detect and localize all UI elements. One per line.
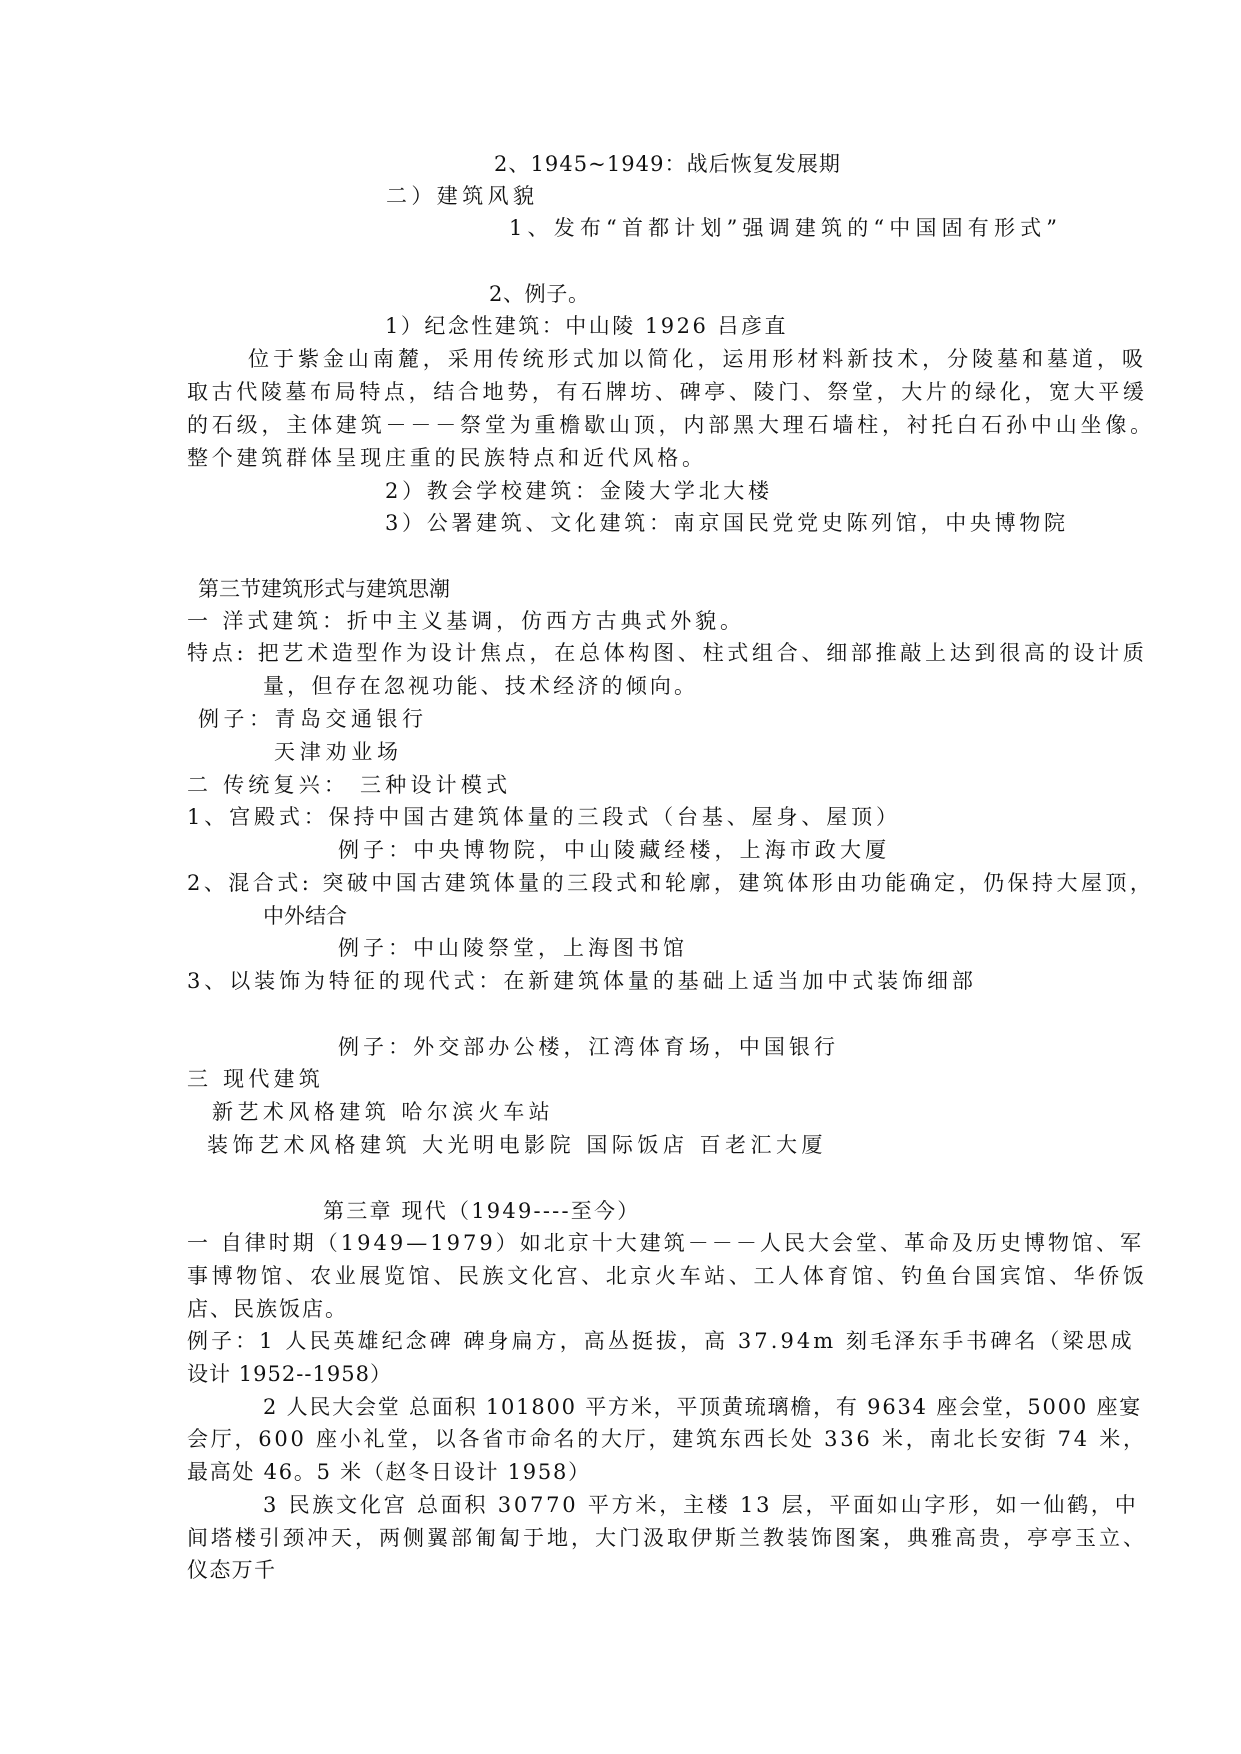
text-line: 2）教会学校建筑：金陵大学北大楼 xyxy=(385,479,773,503)
paragraph-line: 2 人民大会堂 总面积 101800 平方米，平顶黄琉璃檐，有 9634 座会堂，5000 座宴 xyxy=(263,1395,1143,1419)
paragraph-line: 位于紫金山南麓，采用传统形式加以简化，运用形材料新技术，分陵墓和墓道，吸 xyxy=(248,347,1147,371)
paragraph-line: 设计 1952--1958） xyxy=(187,1362,393,1386)
text-line: 例子：中央博物院，中山陵藏经楼，上海市政大厦 xyxy=(338,838,891,862)
paragraph-line: 例子：1 人民英雄纪念碑 碑身扁方，高丛挺拔，高 37.94m 刻毛泽东手书碑名（梁思成 xyxy=(187,1329,1135,1353)
text-line: 2、1945~1949：战后恢复发展期 xyxy=(494,152,841,176)
text-line: 装饰艺术风格建筑 大光明电影院 国际饭店 百老汇大厦 xyxy=(207,1133,828,1157)
paragraph-line: 仪态万千 xyxy=(187,1558,277,1582)
text-line: 例子：中山陵祭堂，上海图书馆 xyxy=(338,936,688,960)
text-line: 例子：外交部办公楼，江湾体育场，中国银行 xyxy=(338,1035,839,1059)
section-heading: 三 现代建筑 xyxy=(187,1067,324,1091)
paragraph-line: 间塔楼引颈冲天，两侧翼部匍匐于地，大门汲取伊斯兰教装饰图案，典雅高贵，亭亭玉立、 xyxy=(187,1526,1147,1550)
paragraph-line: 的石级，主体建筑－－－祭堂为重檐歇山顶，内部黑大理石墙柱，衬托白石孙中山坐像。 xyxy=(187,413,1155,437)
paragraph-line: 事博物馆、农业展览馆、民族文化宫、北京火车站、工人体育馆、钓鱼台国宾馆、华侨饭 xyxy=(187,1264,1148,1288)
text-line: 2、例子。 xyxy=(489,282,590,306)
section-heading: 第三节建筑形式与建筑思潮 xyxy=(198,577,450,601)
text-line: 天津劝业场 xyxy=(274,740,403,764)
text-line: 例子：青岛交通银行 xyxy=(198,707,428,731)
text-line: 1、发布“首都计划”强调建筑的“中国固有形式” xyxy=(509,216,1063,240)
text-line: 二 传统复兴： 三种设计模式 xyxy=(187,773,512,797)
chapter-heading: 第三章 现代（1949----至今） xyxy=(323,1199,641,1223)
text-line: 新艺术风格建筑 哈尔滨火车站 xyxy=(212,1100,555,1124)
text-line: 特点: 把艺术造型作为设计焦点，在总体构图、柱式组合、细部推敲上达到很高的设计质 xyxy=(187,641,1148,665)
text-line: 量，但存在忽视功能、技术经济的倾向。 xyxy=(263,674,699,698)
text-line: 1）纪念性建筑：中山陵 1926 吕彦直 xyxy=(385,314,788,338)
paragraph-line: 一 自律时期（1949—1979）如北京十大建筑－－－人民大会堂、革命及历史博物馆、军 xyxy=(187,1231,1144,1255)
text-line: 一 洋式建筑：折中主义基调，仿西方古典式外貌。 xyxy=(187,609,745,633)
text-line: 3、以装饰为特征的现代式：在新建筑体量的基础上适当加中式装饰细部 xyxy=(187,969,977,993)
section-heading: 二）建筑风貌 xyxy=(386,184,539,208)
text-line: 1、宫殿式：保持中国古建筑体量的三段式（台基、屋身、屋顶） xyxy=(187,805,901,829)
paragraph-line: 取古代陵墓布局特点，结合地势，有石牌坊、碑亭、陵门、祭堂，大片的绿化，宽大平缓 xyxy=(187,380,1148,404)
paragraph-line: 会厅，600 座小礼堂，以各省市命名的大厅，建筑东西长处 336 米，南北长安街 74 米， xyxy=(187,1427,1147,1451)
text-line: 中外结合 xyxy=(263,904,347,928)
text-line: 3）公署建筑、文化建筑：南京国民党党史陈列馆，中央博物院 xyxy=(385,511,1069,535)
paragraph-line: 整个建筑群体呈现庄重的民族特点和近代风格。 xyxy=(187,446,707,470)
paragraph-line: 最高处 46。5 米（赵冬日设计 1958） xyxy=(187,1460,591,1484)
paragraph-line: 店、民族饭店。 xyxy=(187,1297,348,1321)
text-line: 2、混合式: 突破中国古建筑体量的三段式和轮廓，建筑体形由功能确定，仍保持大屋顶， xyxy=(187,871,1155,895)
paragraph-line: 3 民族文化宫 总面积 30770 平方米，主楼 13 层，平面如山字形，如一仙鹤，中 xyxy=(263,1493,1139,1517)
